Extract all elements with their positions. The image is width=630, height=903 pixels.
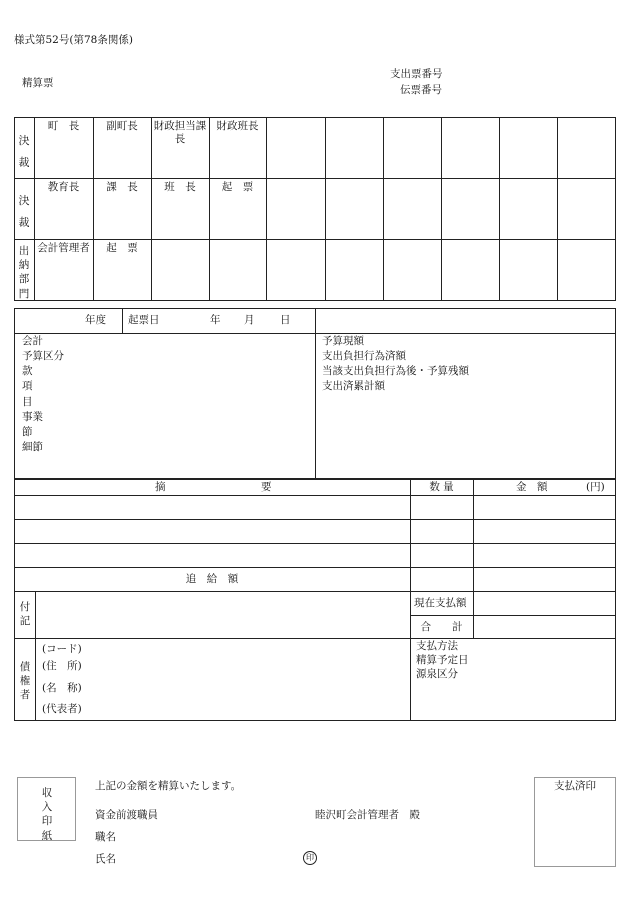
approval-drafter: 起 票 [221,181,254,193]
voucher-number-label: 伝票番号 [400,84,442,96]
withholding-category-label: 源泉区分 [416,668,458,680]
approval-drafter-2: 起 票 [106,242,138,254]
setsu-label: 節 [22,426,33,438]
summary-header-left: 摘 [155,481,166,493]
approval-section-chief: 課 長 [106,181,138,193]
creditor-representative-label: (代表者) [42,703,82,715]
approval-mayor: 町 長 [47,120,80,132]
cumulative-expenditure-label: 支出済累計額 [322,380,385,392]
account-label: 会計 [22,335,43,347]
approval-finance-chief: 財政班長 [216,120,259,132]
total-label: 合 計 [420,621,463,633]
approval-unit-chief: 班 長 [164,181,196,193]
budget-category-label: 予算区分 [22,350,64,362]
month-label: 月 [244,314,255,326]
fiscal-year-label: 年度 [85,314,106,326]
day-label: 日 [280,314,291,326]
form-number: 様式第52号(第78条関係) [14,34,133,46]
statement-text: 上記の金額を精算いたします。 [95,780,242,792]
creditor-address-label: (住 所) [42,660,82,672]
project-label: 事業 [22,411,43,423]
approval-finance-manager: 財政担当課長 [153,120,207,146]
kan-label: 款 [22,365,33,377]
approval-row3-label: 出納部門 [18,245,30,300]
approval-superintendent: 教育長 [47,181,80,193]
moku-label: 目 [22,396,33,408]
paid-stamp-label: 支払済印 [554,780,596,792]
committed-amount-label: 支出負担行為済額 [322,350,406,362]
page-title: 精算票 [22,77,54,89]
sub-setsu-label: 細節 [22,441,43,453]
current-budget-label: 予算現額 [322,335,364,347]
notes-label: 付記 [19,601,31,628]
revenue-stamp-label: 収入印紙 [41,787,53,842]
draft-date-label: 起票日 [128,314,160,326]
quantity-header: 数 量 [429,481,454,493]
yen-unit: (円) [586,481,605,493]
name-label: 氏名 [95,853,116,865]
approval-accounting-manager: 会計管理者 [37,242,90,254]
kou-label: 項 [22,380,33,392]
creditor-code-label: (コード) [42,643,82,655]
approval-row1-label: 決裁 [18,134,30,169]
expenditure-voucher-number-label: 支出票番号 [390,68,443,80]
summary-header-right: 要 [261,481,272,493]
seal-mark: 印 [303,851,317,865]
year-label: 年 [210,314,221,326]
creditor-name-label: (名 称) [42,682,82,694]
position-label: 職名 [95,831,116,843]
approval-deputy-mayor: 副町長 [106,120,138,132]
remaining-budget-label: 当該支出負担行為後・予算残額 [322,365,469,377]
advance-officer-label: 資金前渡職員 [95,809,158,821]
settlement-date-label: 精算予定日 [416,654,469,666]
addressee-text: 睦沢町会計管理者 殿 [315,809,420,821]
creditor-label: 債権者 [19,661,31,702]
supplementary-amount-label: 追 給 額 [185,573,239,585]
amount-header: 金 額 [516,481,548,493]
payment-method-label: 支払方法 [416,640,458,652]
approval-row2-label: 決裁 [18,194,30,229]
current-paid-label: 現在支払額 [414,597,467,609]
